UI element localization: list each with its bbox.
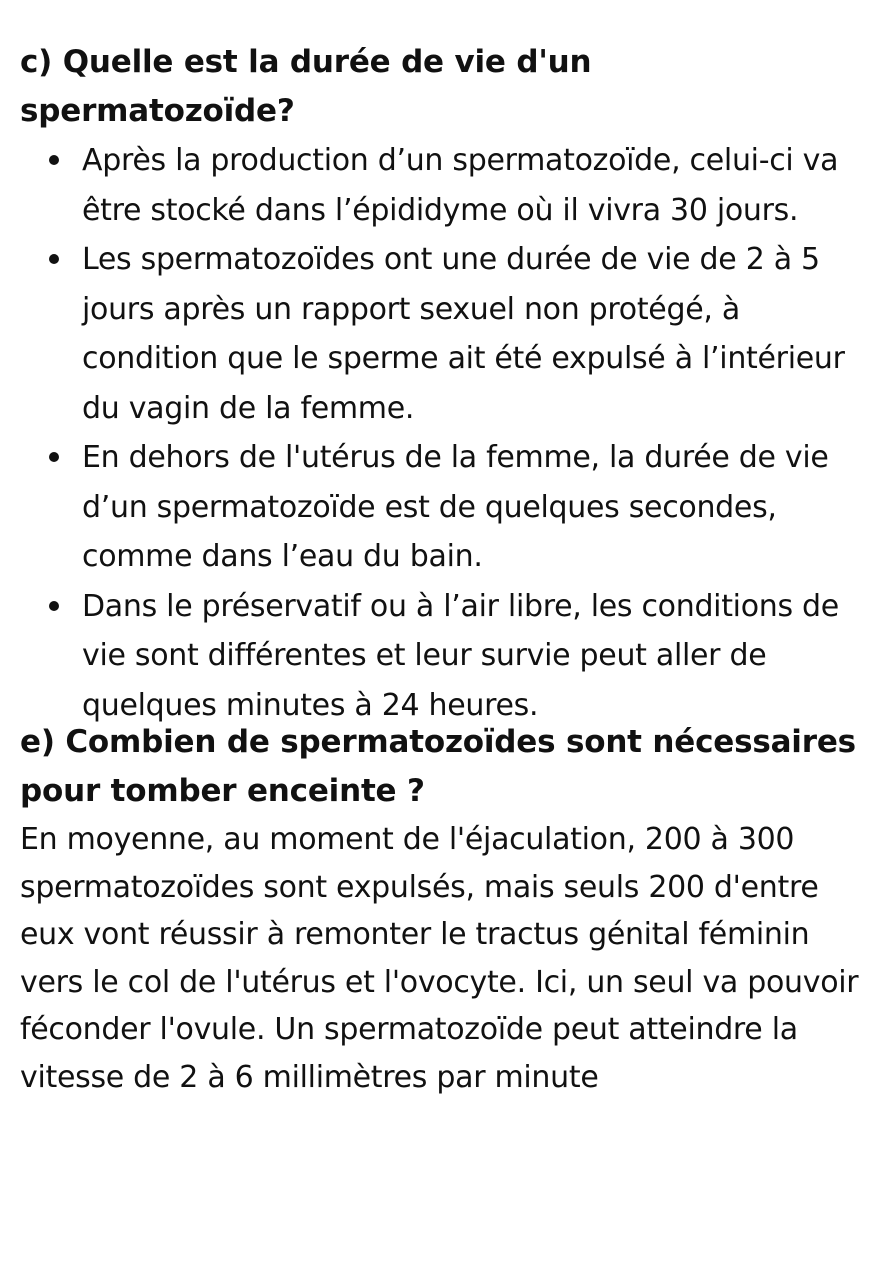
section-e-heading: e) Combien de spermatozoïdes sont nécessaires pour tomber enceinte ?: [20, 724, 856, 809]
section-e: [20, 718, 870, 1101]
bullet-dot-icon: [49, 452, 59, 462]
bullet-text: Après la production d’un spermatozoïde, celui-ci va être stocké dans l’épididyme où il vivra 30 jours.: [82, 143, 839, 228]
bullet-text: Les spermatozoïdes ont une durée de vie de 2 à 5 jours après un rapport sexuel non protégé, à condition que le sperme ait été expulsé à l’intérieur du vagin de la femme.: [82, 242, 845, 426]
section-c-bullet-list: [20, 136, 870, 730]
section-e-paragraph: En moyenne, au moment de l'éjaculation, 200 à 300 spermatozoïdes sont expulsés, mais seuls 200 d'entre eux vont réussir à remonter le tractus génital féminin vers le col de l'utérus et l'ovocyte. Ici, un seul va pouvoir féconder l'ovule. Un spermatozoïde peut atteindre la vitesse de 2 à 6 millimètres par minute: [20, 822, 859, 1095]
bullet-text: Dans le préservatif ou à l’air libre, les conditions de vie sont différentes et leur survie peut aller de quelques minutes à 24 heures.: [82, 588, 839, 723]
document-page: [20, 38, 870, 1101]
bullet-text: En dehors de l'utérus de la femme, la durée de vie d’un spermatozoïde est de quelques secondes, comme dans l’eau du bain.: [82, 440, 829, 574]
bullet-dot-icon: [49, 601, 59, 611]
bullet-item: [20, 433, 870, 582]
bullet-item: [20, 582, 870, 731]
bullet-item: [20, 136, 870, 235]
bullet-item: [20, 235, 870, 433]
section-c-heading: c) Quelle est la durée de vie d'un spermatozoïde?: [20, 44, 592, 129]
bullet-dot-icon: [49, 254, 59, 264]
bullet-dot-icon: [49, 155, 59, 165]
